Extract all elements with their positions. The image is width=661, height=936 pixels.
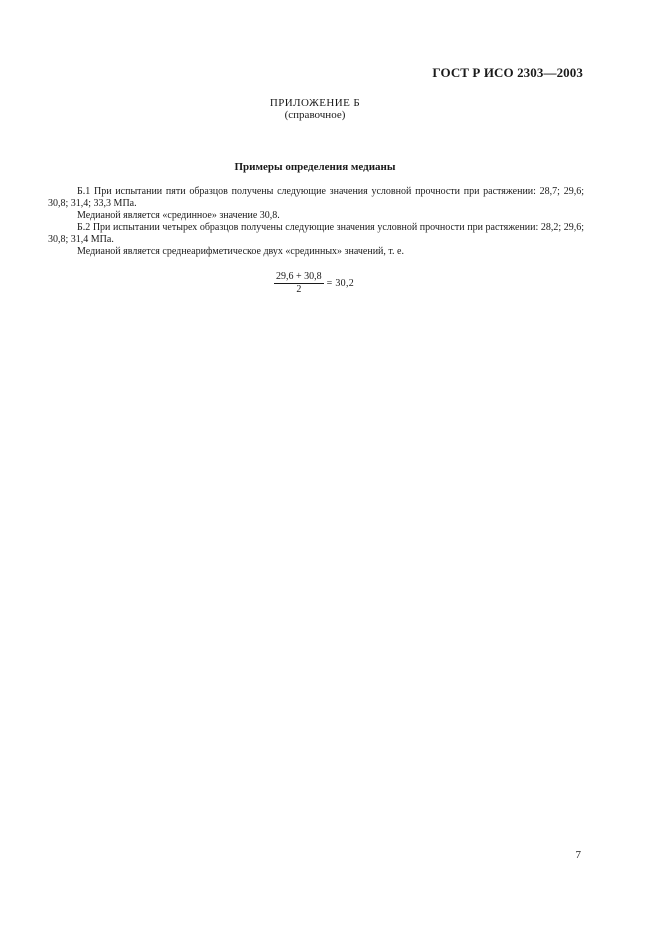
page-number: 7: [575, 849, 581, 861]
paragraph-b2: Б.2 При испытании четырех образцов получены следующие значения условной прочности при растяжении: 28,2; 29,6; 30,8; 31,4 МПа.: [48, 222, 584, 245]
paragraph-b1-median: Медианой является «срединное» значение 30,8.: [77, 210, 280, 221]
formula-result: = 30,2: [326, 278, 355, 289]
formula-numerator: 29,6 + 30,8: [276, 271, 322, 282]
paragraph-b2-median: Медианой является среднеарифметическое двух «срединных» значений, т. е.: [77, 246, 404, 257]
formula-fraction: [274, 271, 324, 296]
section-heading: Примеры определения медианы: [234, 161, 396, 173]
paragraph-b1: Б.1 При испытании пяти образцов получены следующие значения условной прочности при растяжении: 28,7; 29,6; 30,8; 31,4; 33,3 МПа.: [48, 186, 584, 209]
example-b2-block: [48, 222, 584, 258]
appendix-title: ПРИЛОЖЕНИЕ Б: [269, 97, 361, 109]
standard-number: ГОСТ Р ИСО 2303—2003: [432, 65, 583, 80]
formula-denominator: 2: [296, 284, 302, 295]
median-formula: [274, 271, 354, 296]
appendix-subtitle: (справочное): [284, 109, 346, 121]
example-b1-block: [48, 186, 584, 222]
